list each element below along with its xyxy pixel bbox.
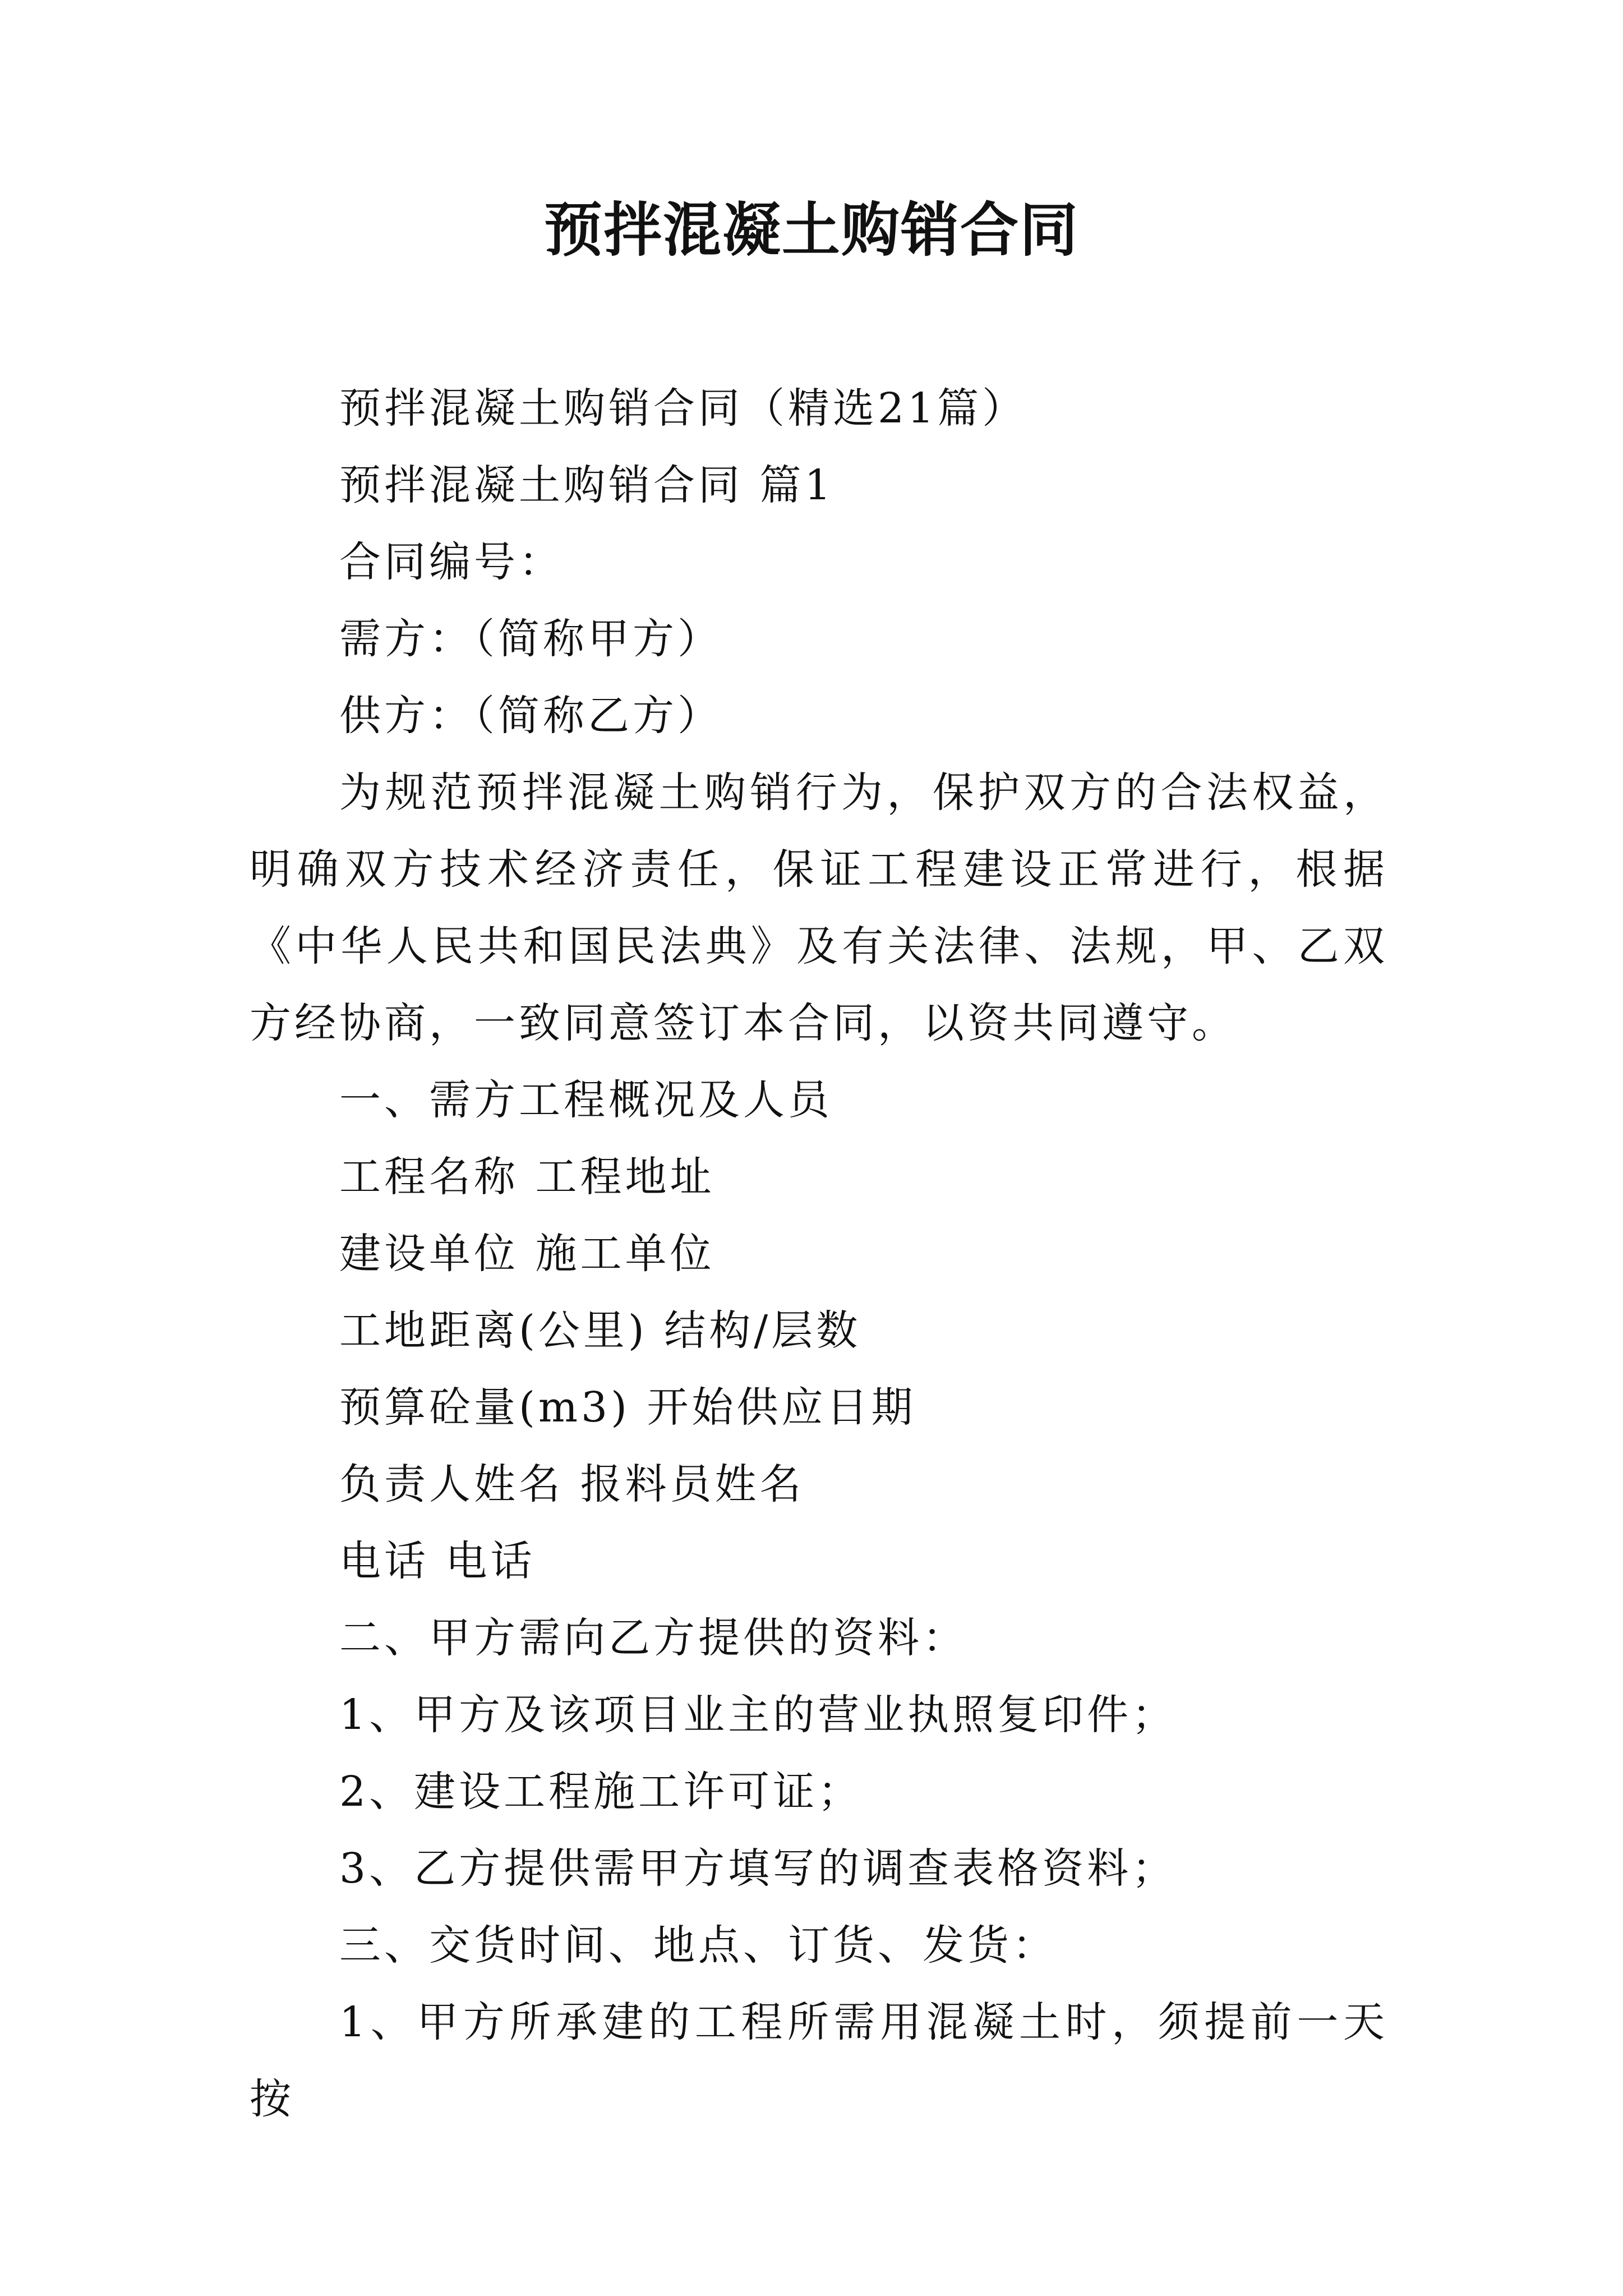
- document-body: [250, 370, 1388, 2138]
- paragraph-clause-1-heading: 一、需方工程概况及人员: [339, 1076, 833, 1124]
- paragraph-construction-unit: 建设单位 施工单位: [339, 1230, 715, 1278]
- paragraph-section-heading: 预拌混凝土购销合同 篇1: [339, 461, 834, 509]
- paragraph-item-3: 3、乙方提供需甲方填写的调查表格资料；: [339, 1844, 1177, 1893]
- paragraph-contract-number: 合同编号：: [339, 538, 564, 586]
- document-title: 预拌混凝土购销合同: [543, 195, 1079, 264]
- paragraph-site-distance: 工地距离(公里) 结构/层数: [339, 1306, 861, 1355]
- paragraph-item-2: 2、建设工程施工许可证；: [339, 1768, 863, 1816]
- paragraph-clause-3-item-1: 1、甲方所承建的工程所需用混凝土时，须提前一天按: [250, 1998, 1388, 2123]
- paragraph-preamble: 为规范预拌混凝土购销行为，保护双方的合法权益，明确双方技术经济责任，保证工程建设正常进行，根据《中华人民共和国民法典》及有关法律、法规，甲、乙双方经协商，一致同意签订本合同，以资共同遵守。: [250, 769, 1388, 1047]
- paragraph-subtitle: 预拌混凝土购销合同（精选21篇）: [339, 384, 1027, 432]
- paragraph-responsible-person: 负责人姓名 报料员姓名: [339, 1460, 805, 1508]
- paragraph-project-name: 工程名称 工程地址: [339, 1153, 715, 1201]
- paragraph-clause-3-heading: 三、交货时间、地点、订货、发货：: [339, 1921, 1057, 1970]
- paragraph-budget-volume: 预算砼量(m3) 开始供应日期: [339, 1383, 916, 1432]
- paragraph-buyer: 需方：（简称甲方）: [339, 615, 722, 663]
- paragraph-item-1: 1、甲方及该项目业主的营业执照复印件；: [339, 1691, 1177, 1739]
- paragraph-supplier: 供方：（简称乙方）: [339, 692, 722, 740]
- paragraph-clause-2-heading: 二、甲方需向乙方提供的资料：: [339, 1614, 967, 1662]
- paragraph-phone: 电话 电话: [339, 1537, 536, 1585]
